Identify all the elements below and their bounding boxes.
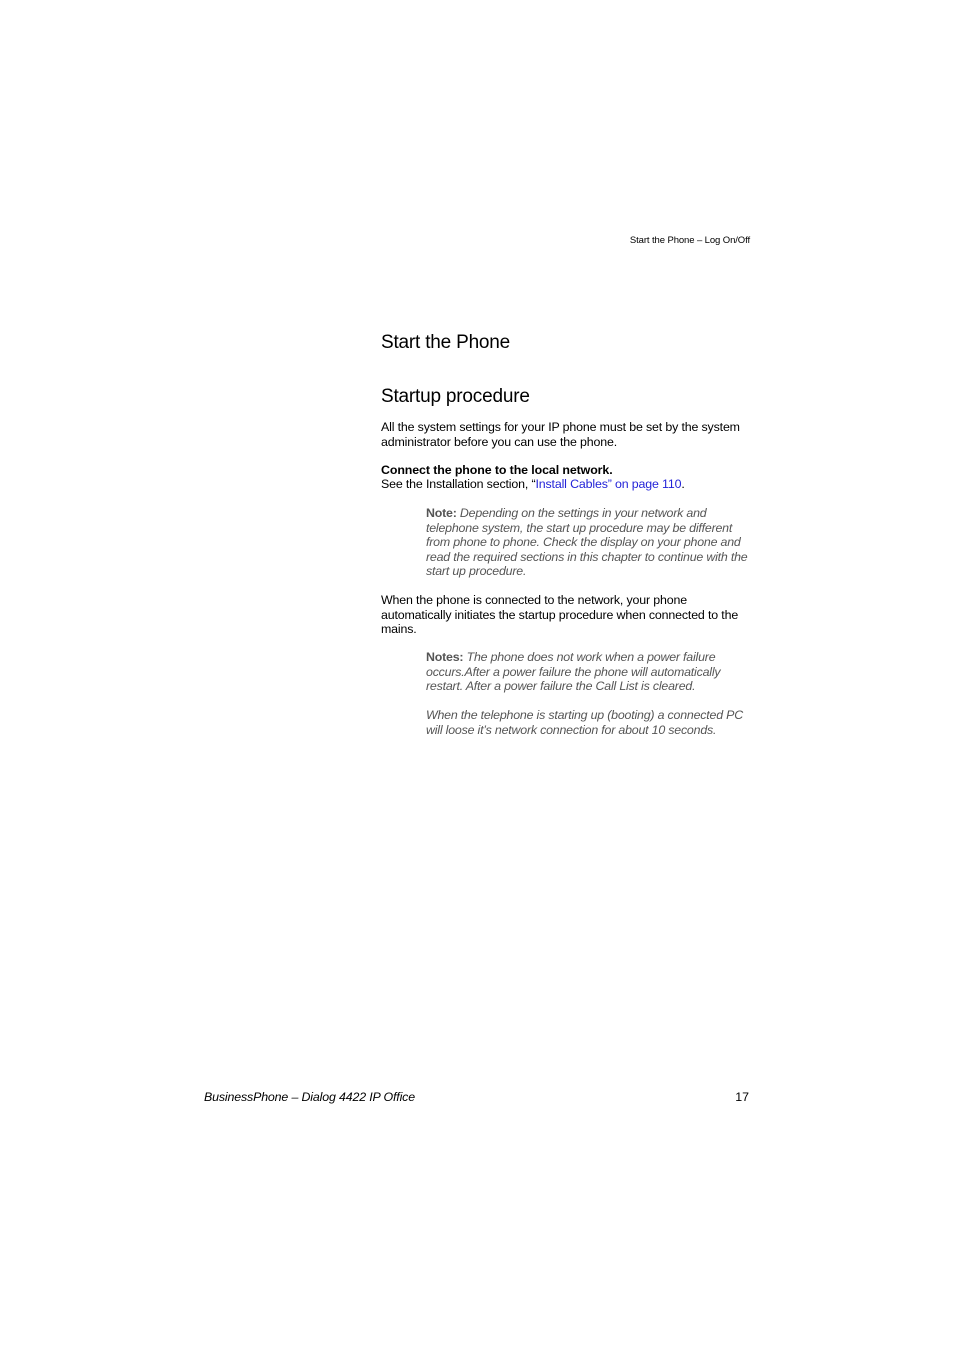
intro-paragraph: All the system settings for your IP phone must be set by the system administrator before you can use the phone. bbox=[381, 420, 740, 449]
section-title: Start the Phone bbox=[381, 332, 511, 353]
subsection-title: Startup procedure bbox=[381, 386, 530, 407]
step-instruction bbox=[381, 477, 685, 491]
notes-label: Notes: bbox=[426, 650, 464, 664]
note-text: Depending on the settings in your network and telephone system, the start up procedure may be different from phone to phone. Check the display on your phone and read the required sections in this chapter to continue with the start up procedure. bbox=[426, 506, 748, 579]
note-booting: When the telephone is starting up (booting) a connected PC will loose it’s network connection for about 10 seconds. bbox=[426, 708, 743, 737]
footer-product: BusinessPhone – Dialog 4422 IP Office bbox=[204, 1090, 415, 1104]
note-label: Note: bbox=[426, 506, 457, 520]
page-number: 17 bbox=[735, 1090, 749, 1104]
network-paragraph: When the phone is connected to the network, your phone automatically initiates the startup procedure when connected to the mains. bbox=[381, 593, 739, 637]
step-text-before: See the Installation section, “ bbox=[381, 477, 536, 491]
install-cables-link[interactable]: Install Cables” on page 110 bbox=[535, 477, 682, 491]
step-text-after: . bbox=[681, 477, 685, 491]
note-power-failure bbox=[426, 650, 751, 694]
notes-text: The phone does not work when a power failure occurs.After a power failure the phone will automatically restart. After a power failure the Call List is cleared. bbox=[426, 650, 721, 694]
note-startup bbox=[426, 506, 751, 579]
running-header: Start the Phone – Log On/Off bbox=[629, 235, 750, 246]
step-title: Connect the phone to the local network. bbox=[381, 463, 613, 477]
